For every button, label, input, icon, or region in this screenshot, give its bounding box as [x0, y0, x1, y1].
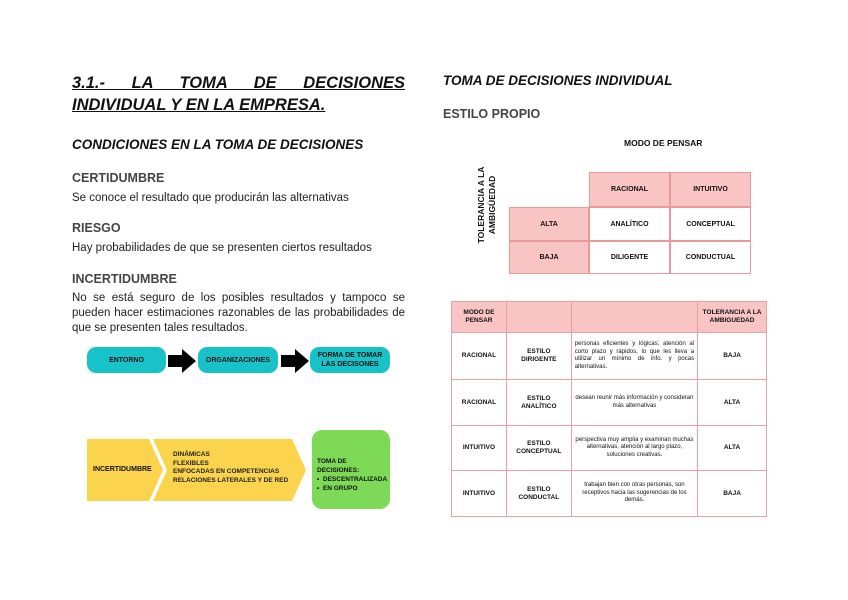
row-estilo: ESTILO CONDUCTAL: [506, 471, 571, 517]
list-item: RELACIONES LATERALES Y DE RED: [173, 476, 289, 484]
matrix-baja: BAJA: [509, 241, 589, 274]
table-row: [452, 426, 767, 471]
row-modo: INTUITIVO: [452, 426, 507, 471]
toma-decisiones-box: [312, 430, 390, 509]
row-estilo: ESTILO DIRIGENTE: [506, 333, 571, 380]
characteristics-list: [173, 451, 288, 485]
row-estilo: ESTILO CONCEPTUAL: [506, 426, 571, 471]
certidumbre-text: Se conoce el resultado que producirán las alternativas: [72, 192, 349, 204]
row-desc: trabajan bien con otras personas, son receptivos hacia las sugerencias de los demás.: [571, 471, 697, 517]
list-item: ENFOCADAS EN COMPETENCIAS: [173, 468, 280, 475]
conditions-heading: CONDICIONES EN LA TOMA DE DECISIONES: [72, 137, 364, 152]
incertidumbre-label: INCERTIDUMBRE: [93, 466, 152, 473]
list-item: • DESCENTRALIZADA: [317, 476, 388, 483]
incertidumbre-text: No se está seguro de los posibles resultados y tampoco se pueden hacer estimaciones razonables de las probabilidades de que se presenten tales resultados.: [72, 292, 405, 334]
toma-title: TOMA DE DECISIONES:: [317, 458, 360, 474]
flow-entorno: ENTORNO: [87, 347, 166, 373]
row-tolerancia: BAJA: [698, 333, 767, 380]
matrix-conductual: CONDUCTUAL: [670, 241, 751, 274]
flow-organizaciones: ORGANIZACIONES: [198, 347, 278, 373]
matrix-diligente: DILIGENTE: [589, 241, 670, 274]
row-estilo: ESTILO ANALÍTICO: [506, 380, 571, 426]
matrix-alta: ALTA: [509, 207, 589, 241]
row-tolerancia: ALTA: [698, 426, 767, 471]
styles-table: [451, 301, 767, 517]
header-modo: MODO DE PENSAR: [452, 302, 507, 333]
page-title: [72, 72, 405, 116]
list-item: DINÁMICAS: [173, 451, 210, 458]
list-item: FLEXIBLES: [173, 459, 209, 467]
riesgo-heading: RIESGO: [72, 221, 121, 235]
riesgo-text: Hay probabilidades de que se presenten ciertos resultados: [72, 242, 372, 254]
matrix-conceptual: CONCEPTUAL: [670, 207, 751, 241]
header-empty: [571, 302, 697, 333]
row-desc: personas eficientes y lógicas; atención al corto plazo y rápidos, lo que les lleva a utilizar un mínimo de info. y pocas alternativas.: [571, 333, 697, 380]
certidumbre-heading: CERTIDUMBRE: [72, 171, 165, 185]
right-subheading: ESTILO PROPIO: [443, 107, 541, 121]
title-line-1: 3.1.- LA TOMA DE DECISIONES: [72, 74, 405, 92]
flow-arrow-2: [281, 349, 309, 373]
table-row: [452, 471, 767, 517]
title-line-2: INDIVIDUAL Y EN LA EMPRESA.: [72, 96, 326, 114]
table-row: [452, 333, 767, 380]
row-desc: perspectiva muy amplia y examinan muchas alternativas, atención al largo plazo, soluciones creativas.: [571, 426, 697, 471]
matrix-racional: RACIONAL: [589, 172, 670, 207]
flow-arrow-1: [168, 349, 196, 373]
matrix-analitico: ANALÍTICO: [589, 207, 670, 241]
row-modo: INTUITIVO: [452, 471, 507, 517]
right-heading: TOMA DE DECISIONES INDIVIDUAL: [443, 73, 673, 88]
row-modo: RACIONAL: [452, 333, 507, 380]
flow-forma-decisiones: FORMA DE TOMAR LAS DECISONES: [310, 347, 390, 373]
list-item: • EN GRUPO: [317, 485, 358, 492]
matrix-intuitivo: INTUITIVO: [670, 172, 751, 207]
header-empty: [506, 302, 571, 333]
table-row: [452, 380, 767, 426]
row-modo: RACIONAL: [452, 380, 507, 426]
row-desc: desean reunir más información y consideran más alternativas: [571, 380, 697, 426]
incertidumbre-heading: INCERTIDUMBRE: [72, 272, 177, 286]
modo-pensar-label: MODO DE PENSAR: [624, 138, 703, 148]
header-tolerancia: TOLERANCIA A LA AMBIGUEDAD: [698, 302, 767, 333]
row-tolerancia: ALTA: [698, 380, 767, 426]
tolerancia-label: TOLERANCIA A LA AMBIGÜEDAD: [476, 166, 497, 244]
row-tolerancia: BAJA: [698, 471, 767, 517]
table-header-row: [452, 302, 767, 333]
